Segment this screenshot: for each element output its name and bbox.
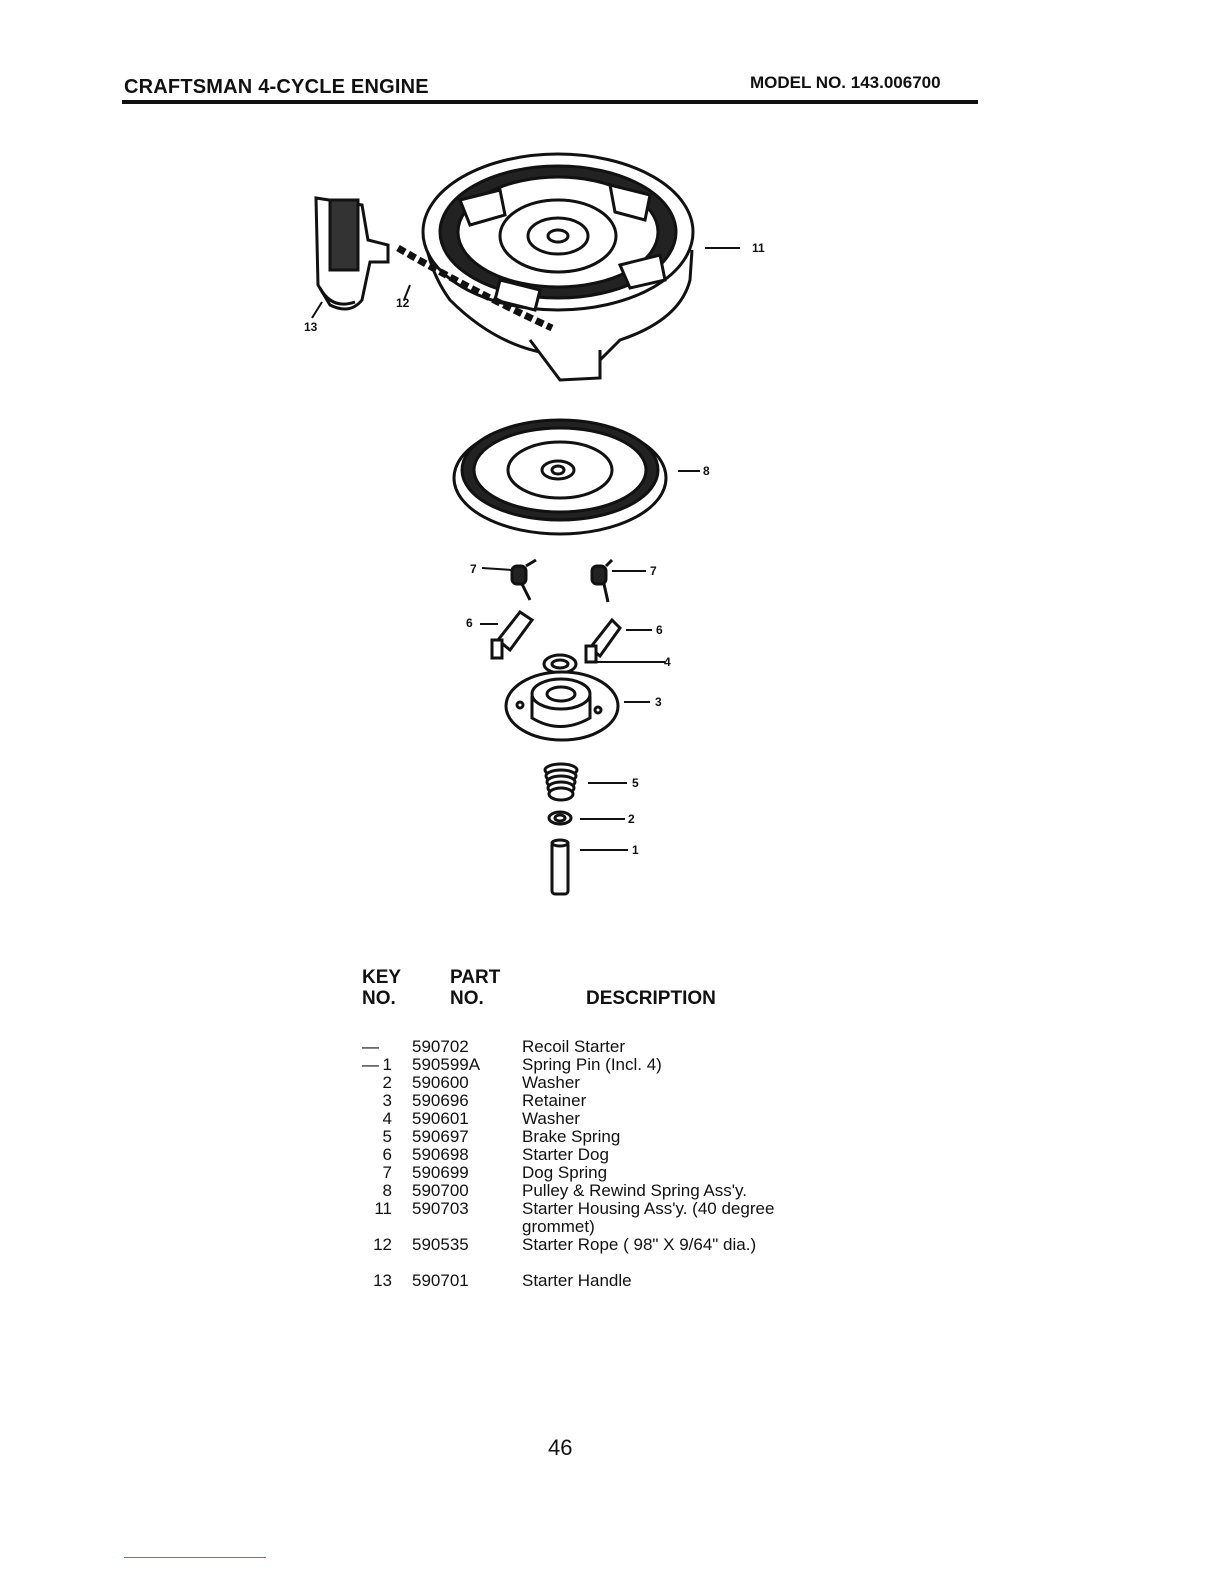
col-header-part-line1: PART xyxy=(450,967,501,988)
page-number: 46 xyxy=(548,1435,573,1460)
part-number: 590701 xyxy=(412,1271,469,1290)
key-number: — — xyxy=(362,1037,379,1074)
brake-spring-part xyxy=(545,764,577,800)
part-number: 590696 xyxy=(412,1091,469,1110)
part-number: 590599A xyxy=(412,1055,481,1074)
callout-label: 7 xyxy=(650,564,657,578)
col-header-key-line1: KEY xyxy=(362,967,402,988)
callout-label: 11 xyxy=(752,241,765,255)
key-number: 1 xyxy=(382,1055,392,1074)
part-description: Starter Handle xyxy=(522,1271,632,1290)
part-number: 590601 xyxy=(412,1109,469,1128)
callout-label: 1 xyxy=(632,843,639,857)
key-number: 4 xyxy=(382,1109,392,1128)
key-number: 13 xyxy=(373,1271,392,1290)
retainer-part xyxy=(506,672,618,740)
part-description: Washer xyxy=(522,1109,580,1128)
key-number: 8 xyxy=(382,1181,392,1200)
part-description: Dog Spring xyxy=(522,1163,608,1182)
callout-label: 6 xyxy=(466,616,473,630)
callout-label: 8 xyxy=(703,464,710,478)
callout-label: 12 xyxy=(396,296,410,310)
key-number: 5 xyxy=(382,1127,392,1146)
key-number: 11 xyxy=(374,1199,392,1218)
key-number: 3 xyxy=(382,1091,392,1110)
starter-handle-part xyxy=(316,198,388,309)
callout-label: 5 xyxy=(632,776,639,790)
callout-label: 13 xyxy=(304,320,318,334)
col-header-part-line2: NO. xyxy=(450,988,484,1009)
part-number: 590600 xyxy=(412,1073,469,1092)
part-description: Brake Spring xyxy=(522,1127,621,1146)
key-number: 7 xyxy=(382,1163,392,1182)
dog-spring-parts xyxy=(512,560,612,602)
callout-label: 4 xyxy=(664,655,671,669)
part-number: 590703 xyxy=(412,1199,469,1218)
washer-part-2 xyxy=(549,812,571,824)
callout-label: 3 xyxy=(655,695,662,709)
model-number: MODEL NO. 143.006700 xyxy=(750,73,941,92)
header-title: CRAFTSMAN 4-CYCLE ENGINE xyxy=(124,76,429,98)
part-number: 590699 xyxy=(412,1163,469,1182)
part-description: Starter Dog xyxy=(522,1145,609,1164)
col-header-description: DESCRIPTION xyxy=(586,988,716,1009)
part-description: Spring Pin (Incl. 4) xyxy=(522,1055,662,1074)
part-number: 590702 xyxy=(412,1037,469,1056)
pulley-part xyxy=(454,420,666,534)
callout-label: 7 xyxy=(470,562,477,576)
part-number: 590535 xyxy=(412,1235,469,1254)
part-description: Pulley & Rewind Spring Ass'y. xyxy=(522,1181,747,1200)
key-number: 6 xyxy=(382,1145,392,1164)
part-description: Washer xyxy=(522,1073,580,1092)
part-description: Starter Housing Ass'y. (40 degree grommet) xyxy=(522,1199,775,1236)
col-header-key-line2: NO. xyxy=(362,988,396,1009)
spring-pin-part xyxy=(552,840,568,894)
footer-rule xyxy=(124,1557,266,1558)
part-description: Starter Rope ( 98" X 9/64" dia.) xyxy=(522,1235,757,1254)
part-description: Recoil Starter xyxy=(522,1037,625,1056)
callout-label: 2 xyxy=(628,812,635,826)
key-number: 12 xyxy=(373,1235,392,1254)
washer-part-4 xyxy=(544,655,576,673)
part-description: Retainer xyxy=(522,1091,587,1110)
part-number: 590700 xyxy=(412,1181,469,1200)
part-number: 590698 xyxy=(412,1145,469,1164)
part-number: 590697 xyxy=(412,1127,469,1146)
key-number: 2 xyxy=(382,1073,392,1092)
callout-label: 6 xyxy=(656,623,663,637)
starter-housing-part xyxy=(423,154,693,380)
